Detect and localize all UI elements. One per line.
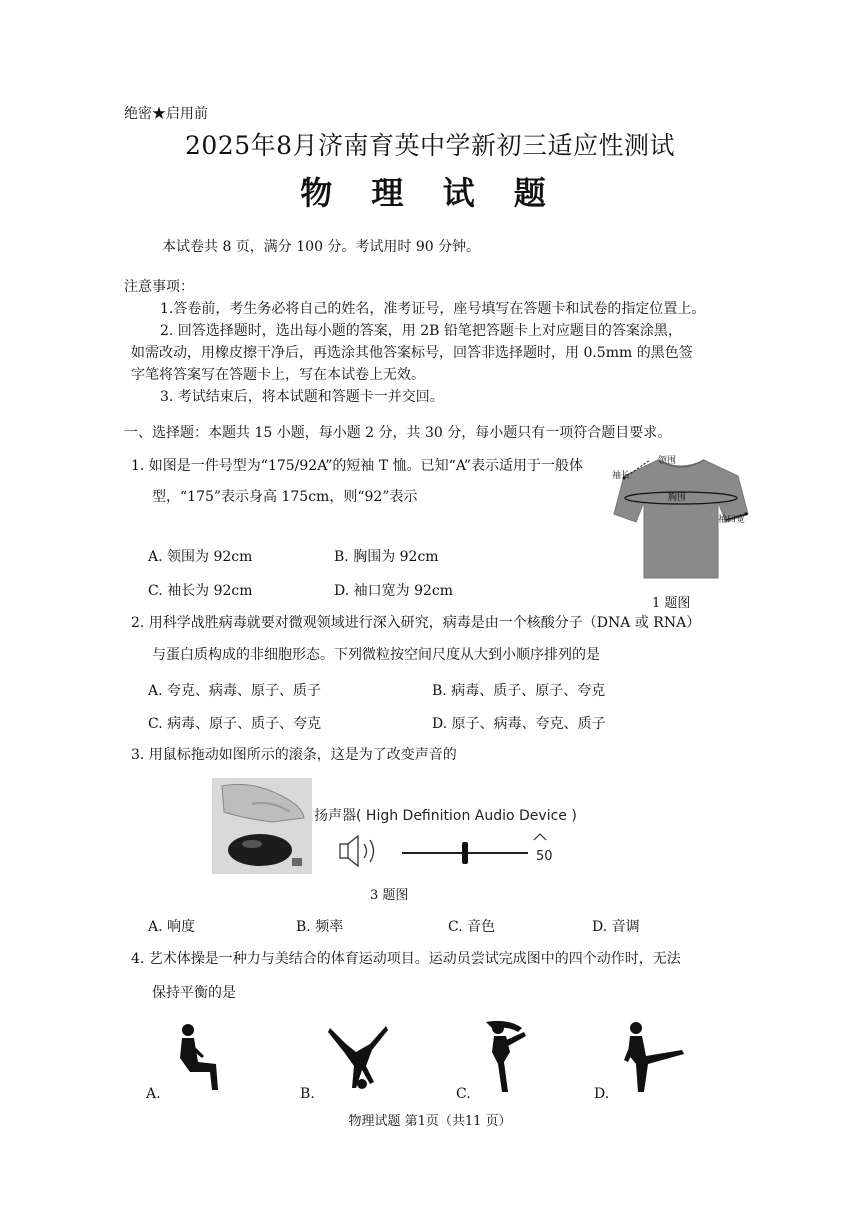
question-3-option-b: B. 频率 [296, 919, 344, 935]
gymnast-pose-d [622, 1020, 688, 1094]
notices-heading: 注意事项： [124, 279, 194, 295]
chevron-up-icon[interactable] [534, 834, 546, 840]
question-4-option-d: D. [594, 1086, 610, 1102]
section-1-heading: 一、选择题：本题共 15 小题，每小题 2 分，共 30 分，每小题只有一项符合题目要求。 [124, 425, 672, 441]
gymnast-pose-a [170, 1022, 222, 1094]
question-4-option-b: B. [300, 1086, 315, 1102]
tshirt-label-chest: 胸围 [668, 493, 687, 503]
volume-value: 50 [536, 849, 553, 864]
volume-slider-thumb[interactable] [462, 842, 468, 864]
question-1-line-2: 型，“175”表示身高 175cm，则“92”表示 [152, 489, 418, 505]
tshirt-figure [606, 448, 756, 584]
speaker-device-label: 扬声器( High Definition Audio Device ) [314, 808, 577, 824]
notice-item-1: 1.答卷前，考生务必将自己的姓名，准考证号，座号填写在答题卡和试卷的指定位置上。 [160, 301, 706, 317]
question-4-option-a: A. [146, 1086, 161, 1102]
question-3-option-d: D. 音调 [592, 919, 640, 935]
question-2-line-2: 与蛋白质构成的非细胞形态。下列微粒按空间尺度从大到小顺序排列的是 [152, 647, 600, 663]
subject-title: 物 理 试 题 [300, 174, 560, 212]
volume-control-figure [314, 798, 590, 874]
question-1-option-d: D. 袖口宽为 92cm [334, 583, 454, 599]
question-4-line-1: 4. 艺术体操是一种力与美结合的体育运动项目。运动员尝试完成图中的四个动作时，无法 [131, 951, 681, 967]
notice-item-2-line-1: 2. 回答选择题时，选出每小题的答案，用 2B 铅笔把答题卡上对应题目的答案涂黑， [160, 323, 682, 339]
question-2-option-d: D. 原子、病毒、夸克、质子 [432, 716, 606, 732]
question-3-option-a: A. 响度 [148, 919, 196, 935]
question-2-option-b: B. 病毒、质子、原子、夸克 [432, 683, 606, 699]
figure-1-caption: 1 题图 [652, 596, 691, 611]
exam-title: 2025年8月济南育英中学新初三适应性测试 [184, 131, 676, 160]
secret-label: 绝密★启用前 [124, 106, 208, 122]
question-1-option-b: B. 胸围为 92cm [334, 549, 439, 565]
tshirt-label-collar: 领围 [658, 456, 677, 466]
question-1-option-c: C. 袖长为 92cm [148, 583, 253, 599]
notice-item-2-line-2: 如需改动，用橡皮擦干净后，再选涂其他答案标号，回答非选择题时，用 0.5mm 的黑色签 [131, 345, 693, 361]
question-1-option-a: A. 领围为 92cm [148, 549, 253, 565]
question-4-option-c: C. [456, 1086, 471, 1102]
question-3-line-1: 3. 用鼠标拖动如图所示的滚条，这是为了改变声音的 [131, 747, 457, 763]
question-2-line-1: 2. 用科学战胜病毒就要对微观领域进行深入研究，病毒是由一个核酸分子（DNA 或 RNA） [131, 615, 701, 631]
speaker-icon [340, 836, 374, 866]
question-3-option-c: C. 音色 [448, 919, 496, 935]
figure-3-caption: 3 题图 [370, 888, 409, 903]
tshirt-label-cuff: 袖口宽 [718, 515, 746, 525]
mouse-photo [212, 778, 312, 874]
tshirt-label-sleeve: 袖长 [612, 471, 631, 481]
question-2-option-a: A. 夸克、病毒、原子、质子 [148, 683, 322, 699]
question-1-line-1: 1. 如图是一件号型为“175/92A”的短袖 T 恤。已知“A”表示适用于一般体 [131, 458, 584, 474]
question-4-line-2: 保持平衡的是 [152, 985, 236, 1001]
gymnast-pose-c [478, 1018, 530, 1094]
notice-item-2-line-3: 字笔将答案写在答题卡上，写在本试卷上无效。 [131, 367, 425, 383]
notice-item-3: 3. 考试结束后，将本试题和答题卡一并交回。 [160, 389, 444, 405]
page-footer: 物理试题 第1页（共11 页） [348, 1114, 512, 1129]
question-2-option-c: C. 病毒、原子、质子、夸克 [148, 716, 322, 732]
exam-intro: 本试卷共 8 页，满分 100 分。考试用时 90 分钟。 [162, 239, 481, 255]
gymnast-pose-b [326, 1022, 390, 1094]
